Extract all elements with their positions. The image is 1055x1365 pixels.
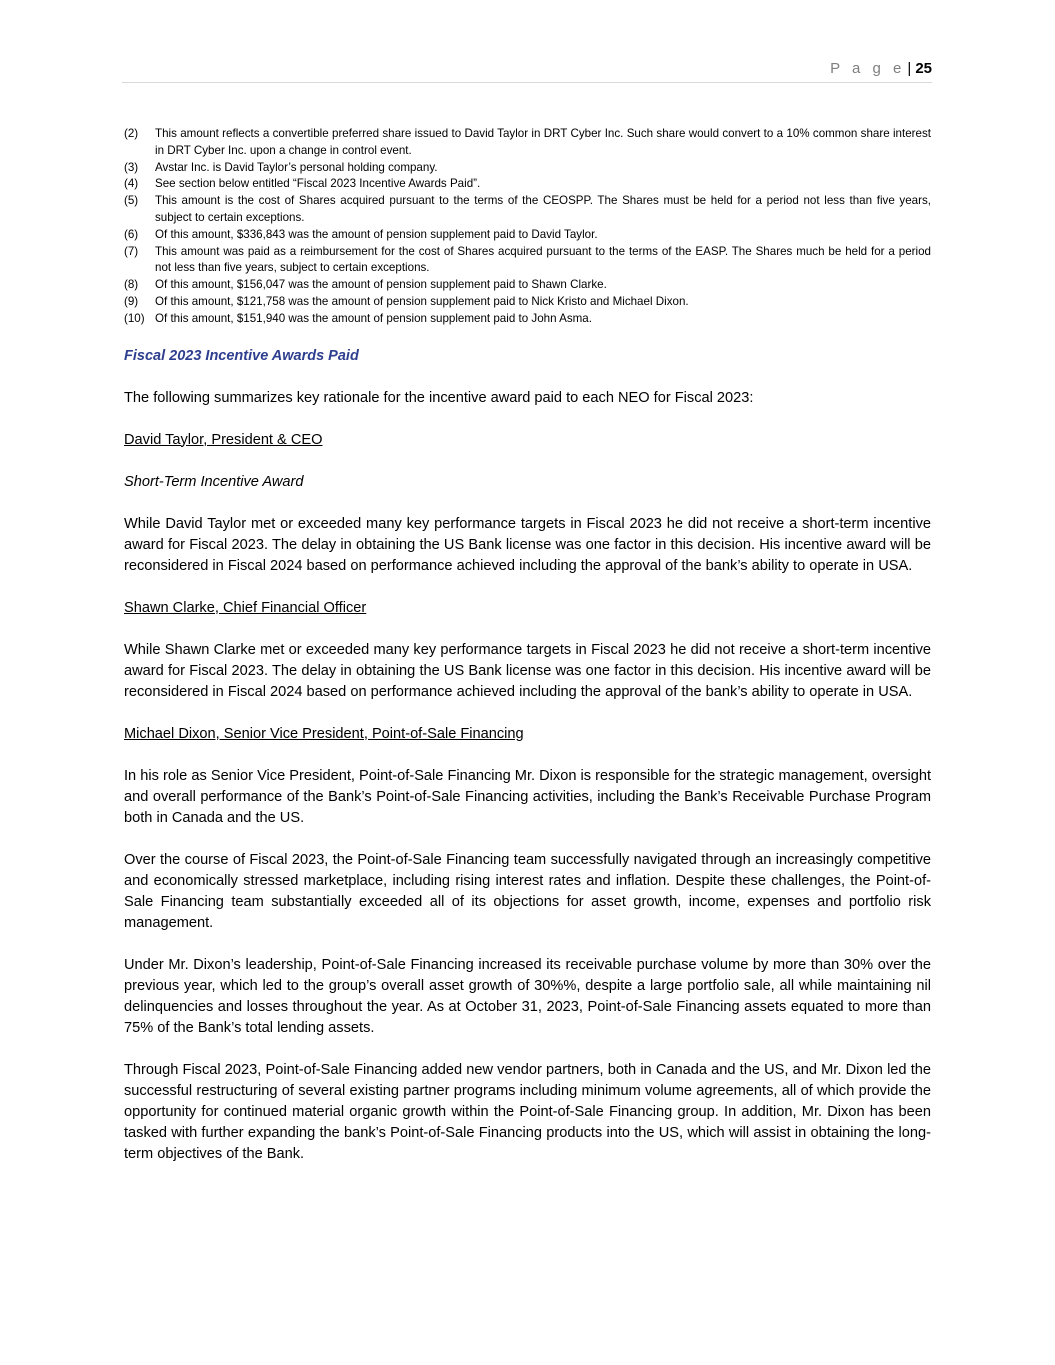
footnote-item — [124, 176, 931, 193]
intro-paragraph: The following summarizes key rationale for the incentive award paid to each NEO for Fiscal 2023: — [124, 389, 754, 406]
footnote-text: Of this amount, $121,758 was the amount of pension supplement paid to Nick Kristo and Michael Dixon. — [155, 294, 689, 308]
footnote-number: (5) — [124, 194, 139, 208]
dixon-paragraph-3: Under Mr. Dixon’s leadership, Point-of-Sale Financing increased its receivable purchase volume by more than 30% over the previous year, which led to the group’s overall asset growth of 30%%, despite a large portfolio sale, all while maintaining nil delinquencies and losses throughout the year. As at October 31, 2023, Point-of-Sale Financing assets equated to more than 75% of the Bank’s total lending assets. — [124, 956, 931, 1036]
page-header — [122, 60, 932, 83]
footnote-number: (10) — [124, 311, 145, 325]
footnote-item — [124, 227, 931, 244]
footnote-number: (7) — [124, 244, 139, 258]
footnote-item — [124, 294, 931, 311]
dixon-paragraph-1: In his role as Senior Vice President, Point-of-Sale Financing Mr. Dixon is responsible for the strategic management, oversight and overall performance of the Bank’s Point-of-Sale Financing activities, including the Bank’s Receivable Purchase Program both in Canada and the US. — [124, 767, 931, 826]
page-label: P a g e — [830, 60, 906, 77]
footnote-item — [124, 193, 931, 227]
footnote-text: This amount reflects a convertible preferred share issued to David Taylor in DRT Cyber Inc. Such share would convert to a 10% common share interest in DRT Cyber Inc. upon a change in control event. — [155, 127, 931, 157]
footnote-number: (8) — [124, 278, 139, 292]
page-number: 25 — [915, 60, 932, 77]
dixon-paragraph-2: Over the course of Fiscal 2023, the Point-of-Sale Financing team successfully navigated through an increasingly competitive and economically stressed marketplace, including rising interest rates and inflation. Despite these challenges, the Point-of-Sale Financing team substantially exceeded all of its objections for asset growth, income, expenses and portfolio risk management. — [124, 851, 931, 931]
taylor-heading: David Taylor, President & CEO — [124, 431, 323, 448]
clarke-heading: Shawn Clarke, Chief Financial Officer — [124, 599, 367, 616]
page-content — [124, 126, 931, 1165]
dixon-heading: Michael Dixon, Senior Vice President, Point-of-Sale Financing — [124, 725, 524, 742]
footnote-text: Of this amount, $156,047 was the amount of pension supplement paid to Shawn Clarke. — [155, 278, 607, 292]
section-title: Fiscal 2023 Incentive Awards Paid — [124, 347, 359, 364]
footnote-number: (3) — [124, 160, 139, 174]
footnote-item — [124, 277, 931, 294]
taylor-paragraph: While David Taylor met or exceeded many key performance targets in Fiscal 2023 he did not receive a short-term incentive award for Fiscal 2023. The delay in obtaining the US Bank license was one factor in this decision. His incentive award will be reconsidered in Fiscal 2024 based on performance achieved including the approval of the bank’s ability to operate in USA. — [124, 515, 931, 574]
footnote-list — [124, 126, 931, 328]
footnote-text: This amount is the cost of Shares acquired pursuant to the terms of the CEOSPP. The Shares must be held for a period not less than five years, subject to certain exceptions. — [155, 194, 931, 224]
footnote-text: Of this amount, $336,843 was the amount of pension supplement paid to David Taylor. — [155, 227, 598, 241]
footnote-item — [124, 244, 931, 278]
footnote-text: Avstar Inc. is David Taylor’s personal holding company. — [155, 160, 438, 174]
taylor-subheading: Short-Term Incentive Award — [124, 473, 304, 490]
footnote-text: See section below entitled “Fiscal 2023 Incentive Awards Paid”. — [155, 177, 481, 191]
footnote-text: Of this amount, $151,940 was the amount of pension supplement paid to John Asma. — [155, 311, 592, 325]
clarke-paragraph: While Shawn Clarke met or exceeded many key performance targets in Fiscal 2023 he did not receive a short-term incentive award for Fiscal 2023. The delay in obtaining the US Bank license was one factor in this decision. His incentive award will be reconsidered in Fiscal 2024 based on performance achieved including the approval of the bank’s ability to operate in USA. — [124, 641, 931, 700]
footnote-item — [124, 160, 931, 177]
footnote-number: (9) — [124, 294, 139, 308]
footnote-number: (4) — [124, 177, 139, 191]
footnote-number: (2) — [124, 127, 139, 140]
dixon-paragraph-4: Through Fiscal 2023, Point-of-Sale Financing added new vendor partners, both in Canada and the US, and Mr. Dixon led the successful restructuring of several existing partner programs including minimum volume agreements, all of which provide the opportunity for continued material organic growth within the Point-of-Sale Financing group. In addition, Mr. Dixon has been tasked with further expanding the bank’s Point-of-Sale Financing products into the US, which will assist in obtaining the long-term objectives of the Bank. — [124, 1061, 931, 1162]
footnote-number: (6) — [124, 227, 139, 241]
footnote-item — [124, 311, 931, 328]
page-separator: | — [907, 60, 912, 77]
footnote-text: This amount was paid as a reimbursement for the cost of Shares acquired pursuant to the terms of the EASP. The Shares much be held for a period not less than five years, subject to certain exceptions. — [155, 244, 931, 275]
footnote-item — [124, 126, 931, 160]
